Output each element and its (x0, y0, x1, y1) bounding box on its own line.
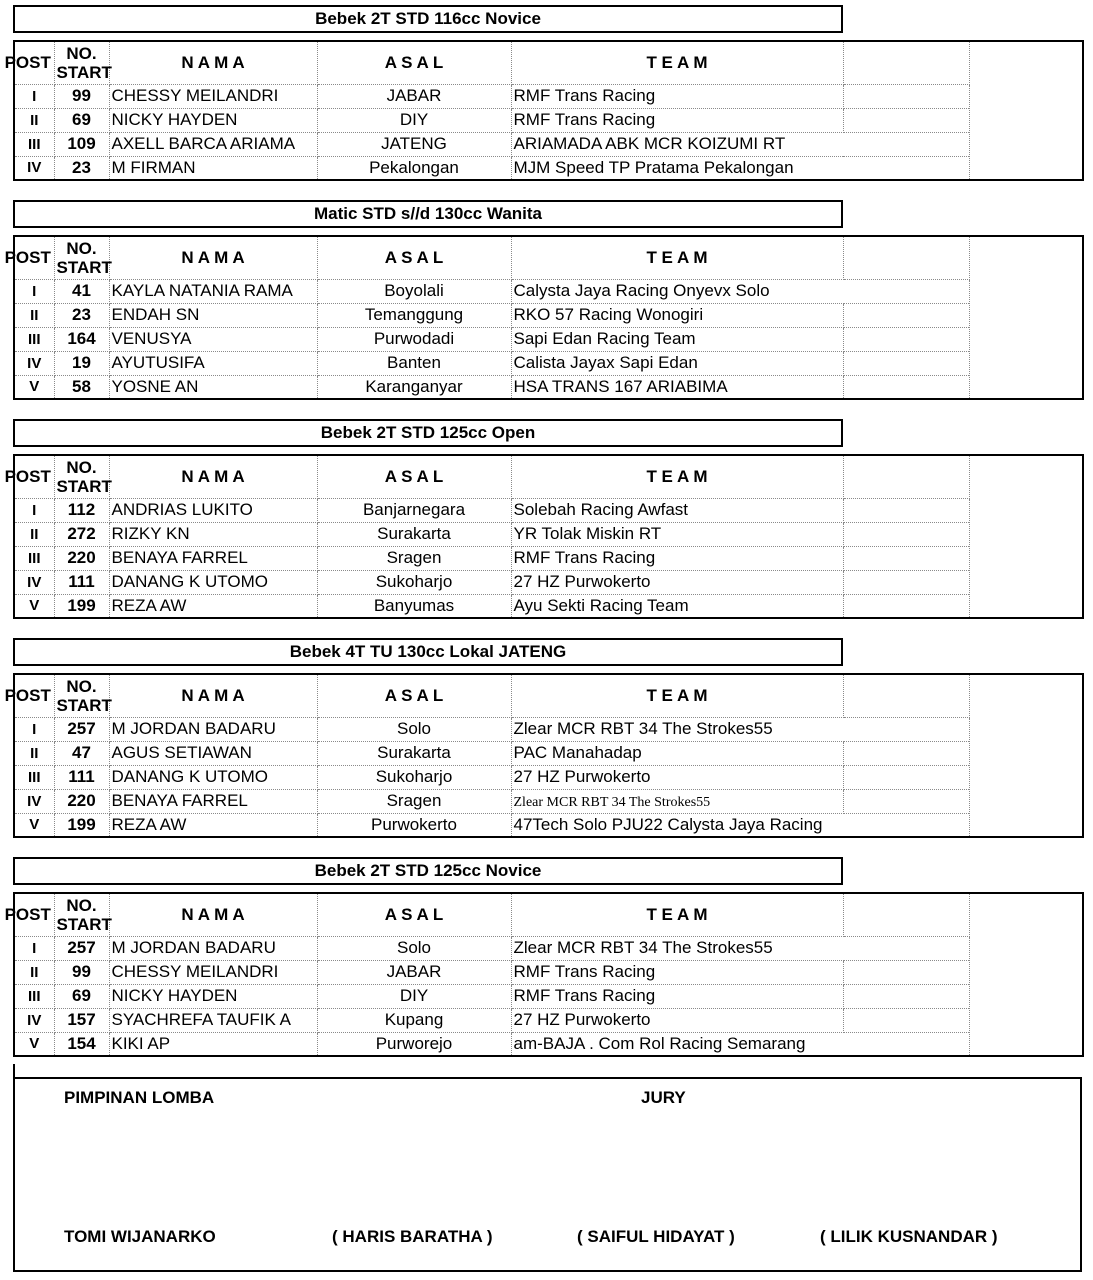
team-cell (511, 594, 843, 618)
col-header-no-start (54, 236, 112, 279)
col-header-post (4, 236, 54, 279)
race-class-title: Bebek 2T STD 116cc Novice (13, 5, 843, 33)
rider-name-cell: ENDAH SN (109, 303, 317, 327)
col-header-asal: A S A L (317, 236, 511, 279)
start-number-cell: 47 (54, 741, 109, 765)
team-cell (511, 1032, 843, 1056)
origin-cell: JABAR (317, 960, 511, 984)
rider-name-cell: VENUSYA (109, 327, 317, 351)
extra-cell (843, 546, 969, 570)
col-header-post-label: POST (4, 904, 51, 924)
team-name: RMF Trans Racing (513, 86, 656, 105)
team-cell (511, 132, 843, 156)
rider-name-cell: DANANG K UTOMO (109, 765, 317, 789)
team-cell (511, 717, 843, 741)
origin-cell: JATENG (317, 132, 511, 156)
team-name: HSA TRANS 167 ARIABIMA (513, 376, 728, 396)
start-number-cell: 220 (54, 789, 109, 813)
col-header-start-line: START (56, 476, 112, 496)
col-header-post-label: POST (4, 52, 51, 72)
origin-cell: Pekalongan (317, 156, 511, 180)
start-number-cell: 23 (54, 156, 109, 180)
position-cell: V (14, 813, 54, 837)
position-cell: I (14, 84, 54, 108)
team-name: Zlear MCR RBT 34 The Strokes55 (513, 719, 773, 738)
start-number-cell: 199 (54, 594, 109, 618)
position-cell: IV (14, 351, 54, 375)
team-cell (511, 546, 843, 570)
extra-cell (843, 717, 969, 741)
team-cell (511, 327, 843, 351)
team-cell (511, 570, 843, 594)
rider-name-cell: KAYLA NATANIA RAMA (109, 279, 317, 303)
start-number-cell: 109 (54, 132, 109, 156)
table-row (14, 936, 1083, 960)
extra-cell (843, 1008, 969, 1032)
extra-cell (843, 936, 969, 960)
team-cell (511, 498, 843, 522)
start-number-cell: 154 (54, 1032, 109, 1056)
position-cell: IV (14, 156, 54, 180)
rider-name-cell: AGUS SETIAWAN (109, 741, 317, 765)
extra-cell (843, 351, 969, 375)
col-header-no-line: NO. (66, 43, 97, 63)
position-cell: I (14, 498, 54, 522)
header-row (14, 236, 1083, 279)
notes-column (969, 455, 1083, 618)
results-table (4, 673, 1084, 838)
team-name: 27 HZ Purwokerto (513, 572, 651, 591)
extra-cell (843, 522, 969, 546)
rider-name-cell: ANDRIAS LUKITO (109, 498, 317, 522)
table-row (14, 1032, 1083, 1056)
rider-name-cell: M JORDAN BADARU (109, 717, 317, 741)
team-name: Ayu Sekti Racing Team (513, 595, 689, 615)
signature-jury-3: ( LILIK KUSNANDAR ) (820, 1227, 998, 1246)
team-name: Solebah Racing Awfast (513, 500, 689, 519)
position-cell: III (14, 765, 54, 789)
results-table (4, 235, 1084, 400)
results-table (4, 454, 1084, 619)
header-row (14, 41, 1083, 84)
start-number-cell: 111 (54, 570, 109, 594)
col-header-no-start (54, 893, 112, 936)
origin-cell: Solo (317, 717, 511, 741)
table-row (14, 594, 1083, 618)
start-number-cell: 58 (54, 375, 109, 399)
team-name: Calysta Jaya Racing Onyevx Solo (513, 281, 770, 300)
team-cell (511, 156, 843, 180)
extra-cell (843, 132, 969, 156)
signature-jury-1: ( HARIS BARATHA ) (332, 1227, 493, 1246)
team-cell (511, 84, 843, 108)
rider-name-cell: DANANG K UTOMO (109, 570, 317, 594)
position-cell: III (14, 132, 54, 156)
start-number-cell: 220 (54, 546, 109, 570)
col-header-post (4, 455, 54, 498)
team-name: RMF Trans Racing (513, 962, 656, 981)
rider-name-cell: CHESSY MEILANDRI (109, 960, 317, 984)
table-row (14, 108, 1083, 132)
col-header-asal: A S A L (317, 893, 511, 936)
col-header-no-start (54, 41, 112, 84)
rider-name-cell: KIKI AP (109, 1032, 317, 1056)
position-cell: III (14, 984, 54, 1008)
extra-cell (843, 594, 969, 618)
race-class-section (4, 200, 1093, 400)
col-header-extra (843, 455, 969, 498)
extra-cell (843, 789, 969, 813)
race-class-section (4, 5, 1093, 181)
team-name: RKO 57 Racing Wonogiri (513, 305, 704, 324)
rider-name-cell: AYUTUSIFA (109, 351, 317, 375)
col-header-team: T E A M (511, 236, 843, 279)
col-header-team: T E A M (511, 41, 843, 84)
rider-name-cell: BENAYA FARREL (109, 546, 317, 570)
col-header-extra (843, 41, 969, 84)
start-number-cell: 257 (54, 936, 109, 960)
position-cell: V (14, 594, 54, 618)
jury-label: JURY (641, 1088, 686, 1107)
team-name: 27 HZ Purwokerto (513, 1010, 651, 1029)
signature-jury-2: ( SAIFUL HIDAYAT ) (577, 1227, 735, 1246)
col-header-nama: N A M A (109, 41, 317, 84)
footer-left-tick (13, 1064, 15, 1079)
origin-cell: Surakarta (317, 522, 511, 546)
team-cell (511, 936, 843, 960)
origin-cell: Boyolali (317, 279, 511, 303)
start-number-cell: 41 (54, 279, 109, 303)
table-row (14, 351, 1083, 375)
col-header-team: T E A M (511, 674, 843, 717)
team-name: am-BAJA . Com Rol Racing Semarang (513, 1033, 806, 1053)
team-cell (511, 1008, 843, 1032)
start-number-cell: 99 (54, 960, 109, 984)
col-header-nama: N A M A (109, 674, 317, 717)
col-header-no-line: NO. (66, 457, 97, 477)
extra-cell (843, 765, 969, 789)
position-cell: IV (14, 789, 54, 813)
table-row (14, 156, 1083, 180)
extra-cell (843, 1032, 969, 1056)
team-name: Calista Jayax Sapi Edan (513, 353, 698, 372)
col-header-no-line: NO. (66, 676, 97, 696)
col-header-extra (843, 893, 969, 936)
rider-name-cell: SYACHREFA TAUFIK A (109, 1008, 317, 1032)
header-row (14, 674, 1083, 717)
team-name: Zlear MCR RBT 34 The Strokes55 (513, 938, 773, 957)
extra-cell (843, 498, 969, 522)
rider-name-cell: M JORDAN BADARU (109, 936, 317, 960)
position-cell: I (14, 279, 54, 303)
rider-name-cell: AXELL BARCA ARIAMA (109, 132, 317, 156)
origin-cell: Sragen (317, 546, 511, 570)
table-row (14, 522, 1083, 546)
table-row (14, 570, 1083, 594)
extra-cell (843, 84, 969, 108)
team-cell (511, 108, 843, 132)
table-row (14, 279, 1083, 303)
origin-cell: Banjarnegara (317, 498, 511, 522)
rider-name-cell: NICKY HAYDEN (109, 984, 317, 1008)
col-header-nama: N A M A (109, 236, 317, 279)
table-row (14, 1008, 1083, 1032)
rider-name-cell: YOSNE AN (109, 375, 317, 399)
col-header-nama: N A M A (109, 893, 317, 936)
start-number-cell: 272 (54, 522, 109, 546)
notes-column (969, 674, 1083, 837)
results-table (4, 892, 1084, 1057)
extra-cell (843, 108, 969, 132)
extra-cell (843, 303, 969, 327)
extra-cell (843, 570, 969, 594)
col-header-start-line: START (56, 695, 112, 715)
col-header-no-start (54, 455, 112, 498)
team-name: ARIAMADA ABK MCR KOIZUMI RT (513, 134, 786, 153)
team-name: YR Tolak Miskin RT (513, 524, 662, 543)
race-director-label: PIMPINAN LOMBA (64, 1088, 215, 1107)
team-cell (511, 522, 843, 546)
team-cell (511, 375, 843, 399)
origin-cell: Karanganyar (317, 375, 511, 399)
race-class-title: Bebek 4T TU 130cc Lokal JATENG (13, 638, 843, 666)
signature-race-director: TOMI WIJANARKO (64, 1227, 216, 1246)
origin-cell: Banyumas (317, 594, 511, 618)
team-cell (511, 789, 843, 813)
col-header-start-line: START (56, 914, 112, 934)
start-number-cell: 199 (54, 813, 109, 837)
position-cell: II (14, 303, 54, 327)
table-row (14, 789, 1083, 813)
extra-cell (843, 279, 969, 303)
race-class-section (4, 857, 1093, 1057)
table-row (14, 813, 1083, 837)
rider-name-cell: CHESSY MEILANDRI (109, 84, 317, 108)
table-row (14, 960, 1083, 984)
origin-cell: Temanggung (317, 303, 511, 327)
header-row (14, 455, 1083, 498)
extra-cell (843, 984, 969, 1008)
rider-name-cell: NICKY HAYDEN (109, 108, 317, 132)
race-class-title: Bebek 2T STD 125cc Novice (13, 857, 843, 885)
origin-cell: Purworejo (317, 1032, 511, 1056)
start-number-cell: 99 (54, 84, 109, 108)
team-name: 47Tech Solo PJU22 Calysta Jaya Racing (513, 814, 823, 834)
origin-cell: DIY (317, 984, 511, 1008)
team-cell (511, 279, 843, 303)
rider-name-cell: REZA AW (109, 813, 317, 837)
position-cell: II (14, 522, 54, 546)
team-cell (511, 984, 843, 1008)
col-header-no-start (54, 674, 112, 717)
position-cell: I (14, 936, 54, 960)
rider-name-cell: BENAYA FARREL (109, 789, 317, 813)
table-row (14, 84, 1083, 108)
col-header-nama: N A M A (109, 455, 317, 498)
table-row (14, 984, 1083, 1008)
header-row (14, 893, 1083, 936)
race-class-section (4, 419, 1093, 619)
start-number-cell: 69 (54, 984, 109, 1008)
col-header-post-label: POST (4, 466, 51, 486)
table-row (14, 546, 1083, 570)
table-row (14, 741, 1083, 765)
start-number-cell: 257 (54, 717, 109, 741)
race-class-title: Matic STD s//d 130cc Wanita (13, 200, 843, 228)
extra-cell (843, 327, 969, 351)
col-header-post-label: POST (4, 685, 51, 705)
position-cell: III (14, 327, 54, 351)
position-cell: III (14, 546, 54, 570)
table-row (14, 717, 1083, 741)
position-cell: IV (14, 1008, 54, 1032)
position-cell: II (14, 741, 54, 765)
rider-name-cell: M FIRMAN (109, 156, 317, 180)
start-number-cell: 164 (54, 327, 109, 351)
col-header-asal: A S A L (317, 41, 511, 84)
rider-name-cell: REZA AW (109, 594, 317, 618)
notes-column (969, 236, 1083, 399)
table-row (14, 303, 1083, 327)
col-header-start-line: START (56, 257, 112, 277)
col-header-extra (843, 236, 969, 279)
col-header-asal: A S A L (317, 674, 511, 717)
table-row (14, 375, 1083, 399)
team-cell (511, 351, 843, 375)
team-name: Zlear MCR RBT 34 The Strokes55 (513, 795, 711, 810)
col-header-no-line: NO. (66, 238, 97, 258)
position-cell: V (14, 375, 54, 399)
position-cell: II (14, 960, 54, 984)
start-number-cell: 112 (54, 498, 109, 522)
col-header-team: T E A M (511, 455, 843, 498)
team-name: PAC Manahadap (513, 743, 642, 762)
position-cell: I (14, 717, 54, 741)
extra-cell (843, 156, 969, 180)
team-cell (511, 741, 843, 765)
col-header-post (4, 893, 54, 936)
origin-cell: JABAR (317, 84, 511, 108)
col-header-post (4, 674, 54, 717)
results-table (4, 40, 1084, 181)
officials-panel (13, 1077, 1082, 1272)
position-cell: V (14, 1032, 54, 1056)
col-header-post-label: POST (4, 247, 51, 267)
origin-cell: Sragen (317, 789, 511, 813)
race-tables-container (4, 5, 1093, 1057)
table-row (14, 765, 1083, 789)
table-row (14, 327, 1083, 351)
team-cell (511, 960, 843, 984)
position-cell: II (14, 108, 54, 132)
start-number-cell: 19 (54, 351, 109, 375)
extra-cell (843, 375, 969, 399)
origin-cell: Kupang (317, 1008, 511, 1032)
race-class-section (4, 638, 1093, 838)
origin-cell: Purwokerto (317, 813, 511, 837)
col-header-team: T E A M (511, 893, 843, 936)
origin-cell: Purwodadi (317, 327, 511, 351)
origin-cell: Solo (317, 936, 511, 960)
team-name: RMF Trans Racing (513, 986, 656, 1005)
team-name: Sapi Edan Racing Team (513, 329, 696, 348)
col-header-no-line: NO. (66, 895, 97, 915)
origin-cell: Surakarta (317, 741, 511, 765)
team-cell (511, 813, 843, 837)
team-name: RMF Trans Racing (513, 548, 656, 567)
start-number-cell: 157 (54, 1008, 109, 1032)
notes-column (969, 41, 1083, 180)
extra-cell (843, 813, 969, 837)
col-header-asal: A S A L (317, 455, 511, 498)
start-number-cell: 69 (54, 108, 109, 132)
team-name: MJM Speed TP Pratama Pekalongan (513, 157, 794, 177)
origin-cell: Banten (317, 351, 511, 375)
team-name: RMF Trans Racing (513, 110, 656, 129)
table-row (14, 132, 1083, 156)
team-name: 27 HZ Purwokerto (513, 767, 651, 786)
extra-cell (843, 960, 969, 984)
col-header-post (4, 41, 54, 84)
extra-cell (843, 741, 969, 765)
rider-name-cell: RIZKY KN (109, 522, 317, 546)
origin-cell: Sukoharjo (317, 570, 511, 594)
col-header-start-line: START (56, 62, 112, 82)
start-number-cell: 23 (54, 303, 109, 327)
start-number-cell: 111 (54, 765, 109, 789)
team-cell (511, 765, 843, 789)
team-cell (511, 303, 843, 327)
col-header-extra (843, 674, 969, 717)
origin-cell: DIY (317, 108, 511, 132)
notes-column (969, 893, 1083, 1056)
origin-cell: Sukoharjo (317, 765, 511, 789)
position-cell: IV (14, 570, 54, 594)
race-class-title: Bebek 2T STD 125cc Open (13, 419, 843, 447)
table-row (14, 498, 1083, 522)
